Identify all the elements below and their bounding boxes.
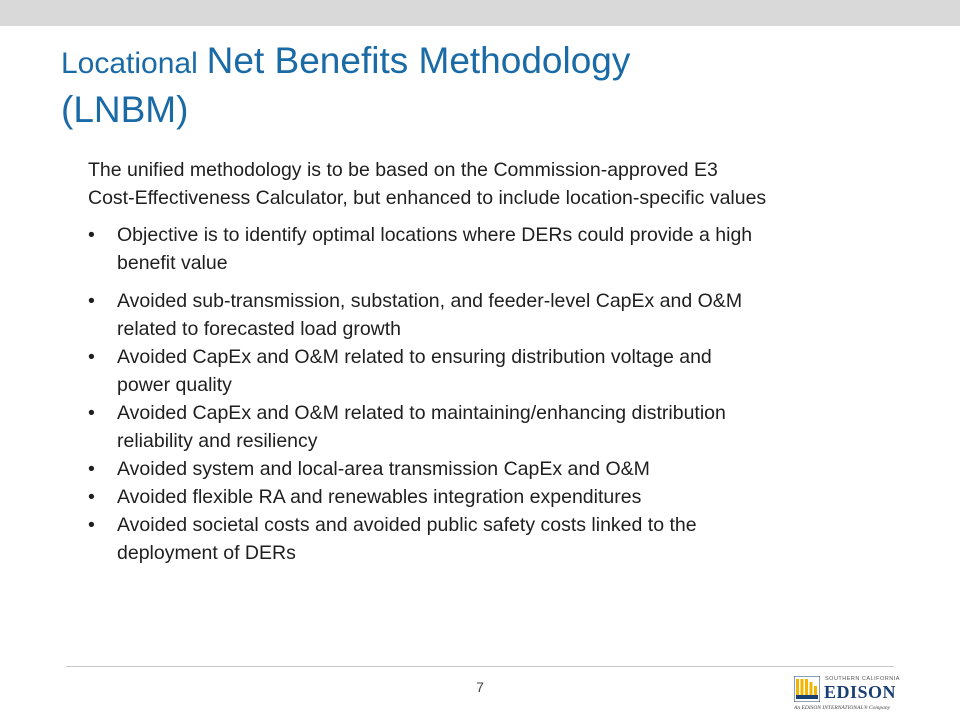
bullet-item bbox=[88, 511, 768, 567]
title-part-1: Locational bbox=[61, 47, 198, 80]
bullet-item bbox=[88, 483, 768, 511]
bullet-marker: • bbox=[88, 346, 95, 368]
bullet-marker: • bbox=[88, 514, 95, 536]
sun-logo-icon bbox=[794, 676, 820, 702]
bullet-list bbox=[88, 221, 768, 567]
page-number: 7 bbox=[476, 679, 484, 695]
bullet-marker: • bbox=[88, 458, 95, 480]
slide-title bbox=[61, 38, 761, 134]
bullet-text: Objective is to identify optimal locations where DERs could provide a high benefit value bbox=[117, 224, 753, 274]
bullet-marker: • bbox=[88, 402, 95, 424]
bullet-item bbox=[88, 221, 768, 277]
bullet-item bbox=[88, 399, 768, 455]
bullet-text: Avoided sub-transmission, substation, and feeder-level CapEx and O&M related to forecasted load growth bbox=[117, 290, 743, 340]
bullet-item bbox=[88, 343, 768, 399]
top-bar bbox=[0, 0, 960, 26]
bullet-item bbox=[88, 455, 768, 483]
title-part-2: Net Benefits Methodology (LNBM) bbox=[61, 40, 631, 130]
bullet-text: Avoided CapEx and O&M related to ensuring distribution voltage and power quality bbox=[117, 346, 712, 396]
logo-wordmark: EDISON bbox=[824, 682, 897, 702]
bullet-text: Avoided CapEx and O&M related to maintaining/enhancing distribution reliability and resiliency bbox=[117, 402, 726, 452]
bullet-marker: • bbox=[88, 290, 95, 312]
footer-divider bbox=[66, 666, 894, 667]
bullet-text: Avoided system and local-area transmission CapEx and O&M bbox=[117, 458, 650, 480]
slide-body bbox=[88, 156, 768, 567]
bullet-marker: • bbox=[88, 224, 95, 246]
edison-logo bbox=[794, 672, 904, 716]
bullet-text: Avoided societal costs and avoided public safety costs linked to the deployment of DERs bbox=[117, 514, 697, 564]
logo-top-text: SOUTHERN CALIFORNIA bbox=[825, 676, 900, 682]
intro-paragraph: The unified methodology is to be based on the Commission-approved E3 Cost-Effectiveness Calculator, but enhanced to include location-specific values bbox=[88, 159, 767, 209]
bullet-marker: • bbox=[88, 486, 95, 508]
bullet-item bbox=[88, 287, 768, 343]
bullet-text: Avoided flexible RA and renewables integration expenditures bbox=[117, 486, 642, 508]
logo-tagline: An EDISON INTERNATIONAL® Company bbox=[794, 705, 891, 711]
